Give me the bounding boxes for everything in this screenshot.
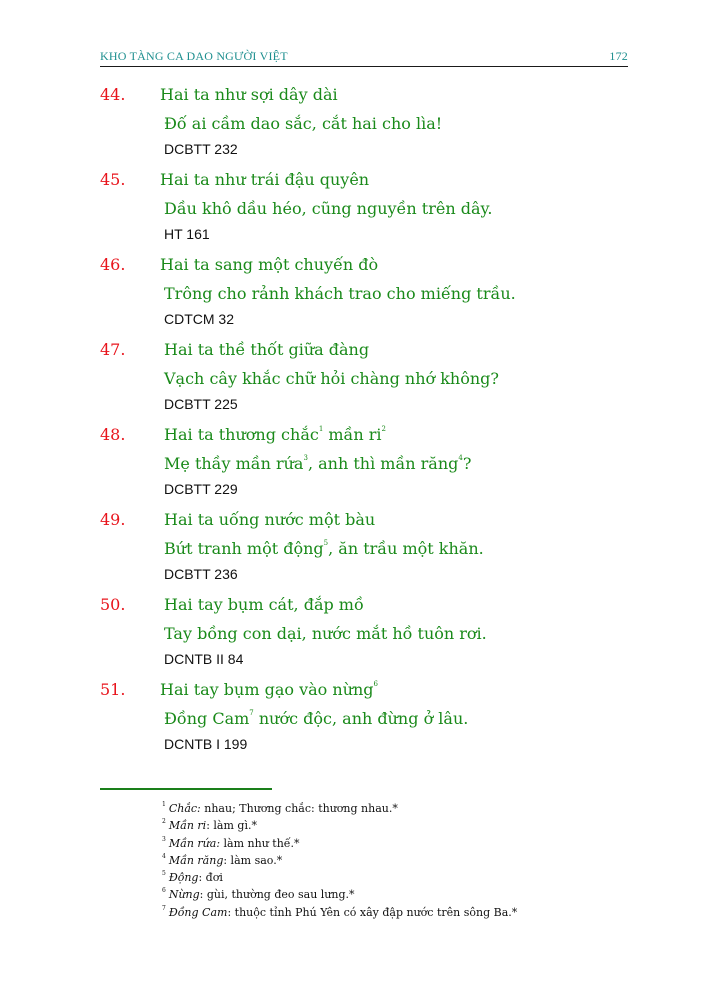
footnote-ref[interactable]: 7 [249,709,254,717]
footnote-ref[interactable]: 4 [458,454,463,462]
verse-line-1: Hai ta như sợi dây dài [160,85,338,104]
verse-line-1: Hai ta thề thốt giữa đàng [164,340,370,359]
verse-line-2: Dầu khô dầu héo, cũng nguyền trên dây. [164,199,493,218]
verse-number: 46. [100,255,126,274]
footnote-item: $^1$ Chắc: nhau; Thương chắc: thương nhau.* [162,801,398,815]
book-title: KHO TÀNG CA DAO NGƯỜI VIỆT [100,49,288,63]
footnote-divider [100,788,272,790]
footnote-ref[interactable]: 2 [381,425,386,433]
verse-number: 44. [100,85,126,104]
verse-source: DCBTT 236 [164,566,238,582]
verse-number: 47. [100,340,126,359]
verse-line-2: Đồng Cam$^7$ nước độc, anh đừng ở lâu. [164,709,469,728]
verse-line-1: Hai tay bụm gạo vào nừng$^6$ [160,680,379,699]
verse-number: 48. [100,425,126,444]
verse-line-2: Mẹ thầy mần rứa$^3$, anh thì mần răng$^4$? [164,454,472,473]
verse-source: DCBTT 232 [164,141,238,157]
verse-line-1: Hai ta uống nước một bàu [164,510,376,529]
footnote-item: $^3$ Mần rứa: làm như thế.* [162,835,300,850]
verse-number: 45. [100,170,126,189]
verse-source: DCBTT 229 [164,481,238,497]
footnote-ref[interactable]: 6 [373,680,379,688]
verse-source: CDTCM 32 [164,311,235,327]
footnote-item: $^7$ Đồng Cam: thuộc tỉnh Phú Yên có xây đập nước trên sông Ba.* [162,904,518,919]
verse-number: 51. [100,680,126,699]
verse-line-1: Hai ta thương chắc$^1$ mần $ri^2$ [164,425,386,444]
verse-line-2: Tay bồng con dại, nước mắt hồ tuôn rơi. [164,624,487,643]
footnote-item: $^2$ Mần ri: làm gì.* [162,818,257,833]
footnote-item: $^4$ Mần răng: làm sao.* [162,852,283,867]
verse-source: DCBTT 225 [164,396,238,412]
footnote-ref[interactable]: 1 [318,425,324,433]
verse-line-2: Trông cho rảnh khách trao cho miếng trầu. [164,284,516,303]
footnote-item: $^5$ Động: đơi [162,870,223,885]
verse-line-2: Đố ai cầm dao sắc, cắt hai cho lìa! [164,114,443,133]
verse-line-1: Hai ta như trái đậu quyên [160,170,370,189]
footnote-ref[interactable]: 5 [323,539,329,547]
verse-line-2: Vạch cây khắc chữ hỏi chàng nhớ không? [164,369,499,388]
footnotes [162,802,517,923]
verse-line-1: Hai tay bụm cát, đắp mồ [164,595,364,614]
footnote-ref[interactable]: 3 [303,454,308,462]
verse-line-1: Hai ta sang một chuyến đò [160,255,379,274]
footnote-item: $^6$ Nừng: gùi, thường đeo sau lưng.* [162,887,355,902]
page-number: 172 [609,49,628,63]
page-header [100,48,628,67]
verse-line-2: Bứt tranh một động$^5$, ăn trầu một khăn. [164,539,484,558]
verse-number: 50. [100,595,126,614]
verse-source: HT 161 [164,226,210,242]
verse-number: 49. [100,510,126,529]
verse-source: DCNTB I 199 [164,736,248,752]
verse-source: DCNTB II 84 [164,651,244,667]
